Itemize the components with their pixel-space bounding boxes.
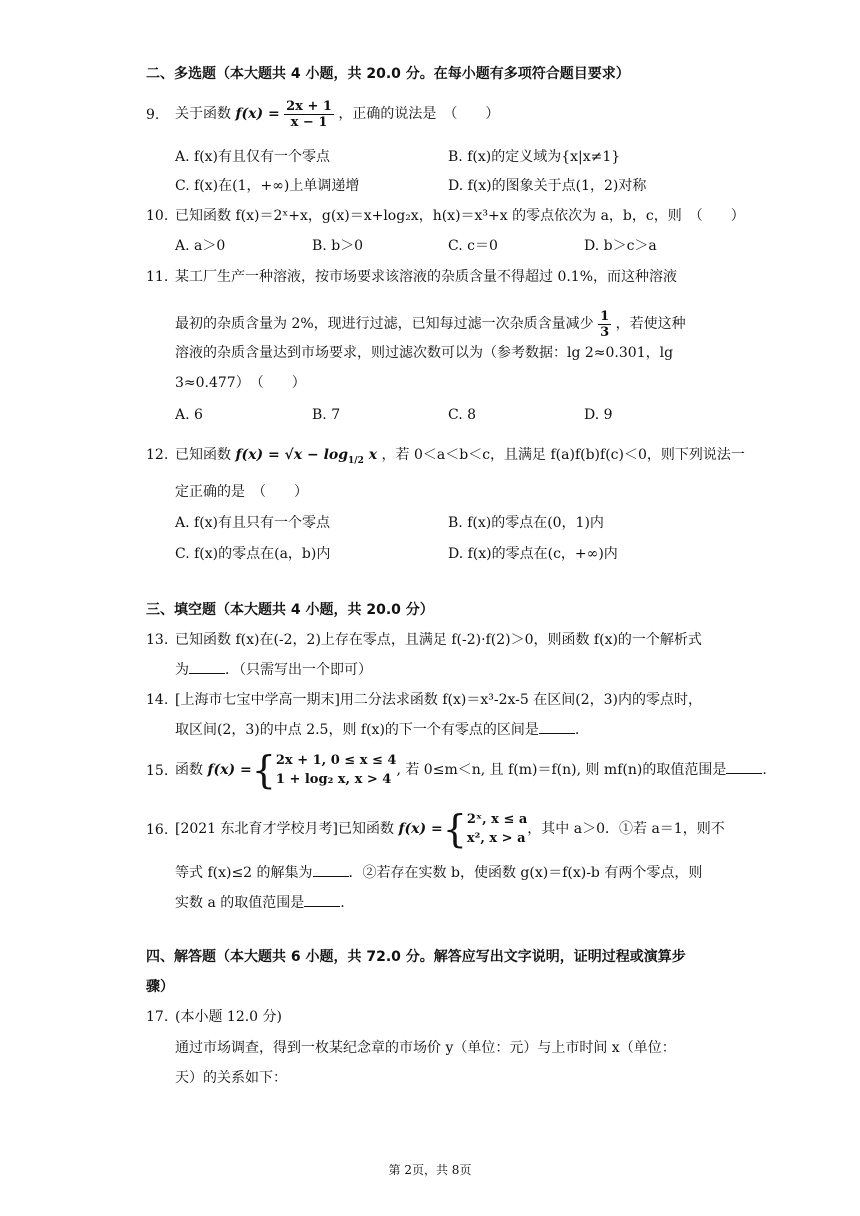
q12-line-2: 定正确的是 （ ） bbox=[175, 484, 308, 500]
q13-number: 13. bbox=[146, 632, 169, 648]
q11-line-2 bbox=[175, 304, 686, 344]
q17-line-1: 通过市场调查，得到一枚某纪念章的市场价 y（单位：元）与上市时间 x（单位： bbox=[175, 1040, 676, 1056]
q15-stem-suffix: , 若 0≤m＜n, 且 f(m)＝f(n), 则 mf(n)的取值范围是 bbox=[396, 762, 727, 778]
page-footer: 第 2页，共 8页 bbox=[388, 1163, 472, 1177]
q12-option-d[interactable]: D. f(x)的零点在(c，+∞)内 bbox=[448, 546, 618, 562]
q15-piecewise bbox=[276, 751, 397, 789]
q17-line-2: 天）的关系如下： bbox=[175, 1070, 287, 1086]
q11-denominator: 3 bbox=[600, 324, 610, 340]
q12-option-c[interactable]: C. f(x)的零点在(a，b)内 bbox=[175, 546, 331, 562]
q16-answer-blank-1[interactable] bbox=[313, 862, 349, 877]
q11-line-3: 溶液的杂质含量达到市场要求，则过滤次数可以为（参考数据：lg 2≈0.301，lg bbox=[175, 345, 674, 361]
q11-fraction bbox=[598, 309, 611, 340]
q9-option-c[interactable]: C. f(x)在(1，+∞)上单调递增 bbox=[175, 178, 360, 194]
q16-brace: { bbox=[442, 807, 467, 851]
q10-option-c[interactable]: C. c＝0 bbox=[448, 238, 498, 254]
q16-case-2: x², x > a bbox=[466, 831, 526, 846]
q16-line-3 bbox=[175, 892, 345, 913]
q13-line-1: 已知函数 f(x)在(-2，2)上存在零点，且满足 f(-2)·f(2)＞0，则函数 f(x)的一个解析式 bbox=[175, 632, 702, 648]
section-2-heading: 二、多选题（本大题共 4 小题，共 20.0 分。在每小题有多项符合题目要求） bbox=[146, 66, 630, 82]
q13-line-2-suffix: ．（只需写出一个即可） bbox=[225, 662, 372, 678]
q15-brace: { bbox=[251, 748, 276, 792]
q16-answer-blank-2[interactable] bbox=[304, 892, 340, 907]
q15-function-name: f(x) = bbox=[207, 762, 252, 778]
q15-answer-blank[interactable] bbox=[726, 759, 762, 774]
q15-end: . bbox=[762, 762, 767, 778]
q17-score: (本小题 12.0 分) bbox=[175, 1009, 282, 1025]
q13-line-2-prefix: 为 bbox=[175, 662, 189, 678]
q11-option-d[interactable]: D. 9 bbox=[584, 407, 613, 423]
q12-option-a[interactable]: A. f(x)有且只有一个零点 bbox=[175, 515, 331, 531]
section-4-heading-line-1: 四、解答题（本大题共 6 小题，共 72.0 分。解答应写出文字说明，证明过程或演算步 bbox=[146, 949, 686, 965]
q16-number: 16. bbox=[146, 822, 169, 838]
q9-number: 9. bbox=[146, 107, 160, 123]
q14-answer-blank[interactable] bbox=[539, 719, 575, 734]
q15-case-1: 2x + 1, 0 ≤ x ≤ 4 bbox=[275, 753, 397, 768]
q12-stem-prefix: 已知函数 bbox=[175, 447, 231, 463]
q14-line-2-prefix: 取区间(2，3)的中点 2.5，则 f(x)的下一个有零点的区间是 bbox=[175, 722, 539, 738]
q9-denominator: x − 1 bbox=[290, 114, 328, 130]
q9-function-name: f(x) = bbox=[235, 106, 280, 122]
q16-case-1: 2ˣ, x ≤ a bbox=[466, 812, 528, 827]
q12-option-b[interactable]: B. f(x)的零点在(0，1)内 bbox=[448, 515, 604, 531]
q12-log-arg: x bbox=[363, 447, 378, 463]
q14-line-2-suffix: . bbox=[574, 722, 580, 738]
q11-line-2-suffix: ，若使这种 bbox=[615, 316, 686, 332]
q11-line-1: 某工厂生产一种溶液，按市场要求该溶液的杂质含量不得超过 0.1%，而这种溶液 bbox=[175, 269, 678, 285]
q11-numerator: 1 bbox=[600, 308, 610, 324]
q10-option-d[interactable]: D. b＞c＞a bbox=[584, 238, 657, 254]
q16-stem bbox=[175, 805, 725, 853]
q11-option-a[interactable]: A. 6 bbox=[175, 407, 203, 423]
q16-stem-suffix: ，其中 a＞0．①若 a＝1，则不 bbox=[527, 821, 725, 837]
q13-line-2 bbox=[175, 659, 372, 680]
q17-number: 17. bbox=[146, 1009, 169, 1025]
q11-line-4: 3≈0.477） （ ） bbox=[175, 375, 306, 391]
q12-function-expr: f(x) = √x − log bbox=[235, 447, 349, 463]
q16-line-2-suffix: ．②若存在实数 b，使函数 g(x)＝f(x)-b 有两个零点，则 bbox=[348, 865, 703, 881]
q9-option-d[interactable]: D. f(x)的图象关于点(1，2)对称 bbox=[448, 178, 647, 194]
q12-number: 12. bbox=[146, 447, 169, 463]
q14-number: 14. bbox=[146, 692, 169, 708]
q11-option-b[interactable]: B. 7 bbox=[312, 407, 341, 423]
q10-number: 10. bbox=[146, 208, 169, 224]
q10-option-b[interactable]: B. b＞0 bbox=[312, 238, 364, 254]
q9-fraction bbox=[284, 99, 334, 130]
q15-number: 15. bbox=[146, 763, 169, 779]
q14-line-2 bbox=[175, 719, 579, 740]
q16-line-3-suffix: . bbox=[340, 895, 345, 911]
q9-numerator: 2x + 1 bbox=[286, 98, 332, 114]
q12-stem-suffix: ，若 0＜a＜b＜c，且满足 f(a)f(b)f(c)＜0，则下列说法一 bbox=[381, 447, 745, 463]
q9-stem-suffix: ，正确的说法是 （ ） bbox=[338, 106, 500, 122]
q11-number: 11. bbox=[146, 269, 169, 285]
q10-stem: 已知函数 f(x)＝2ˣ+x，g(x)＝x+log₂x，h(x)＝x³+x 的零点依次为 a，b，c，则 （ ） bbox=[175, 208, 745, 224]
q9-option-a[interactable]: A. f(x)有且仅有一个零点 bbox=[175, 149, 331, 165]
q16-line-2 bbox=[175, 862, 702, 883]
q16-stem-prefix: [2021 东北育才学校月考]已知函数 bbox=[175, 821, 395, 837]
q12-log-base: 1/2 bbox=[348, 455, 364, 466]
q16-piecewise bbox=[467, 810, 527, 848]
q15-stem-prefix: 函数 bbox=[175, 762, 203, 778]
section-3-heading: 三、填空题（本大题共 4 小题，共 20.0 分） bbox=[146, 602, 434, 618]
q9-option-b[interactable]: B. f(x)的定义域为{x|x≠1} bbox=[448, 149, 621, 165]
q16-line-2-prefix: 等式 f(x)≤2 的解集为 bbox=[175, 865, 313, 881]
q16-function-name: f(x) = bbox=[398, 821, 443, 837]
q16-line-3-prefix: 实数 a 的取值范围是 bbox=[175, 895, 305, 911]
q15-stem bbox=[175, 746, 767, 794]
q11-option-c[interactable]: C. 8 bbox=[448, 407, 477, 423]
q11-line-2-prefix: 最初的杂质含量为 2%，现进行过滤，已知每过滤一次杂质含量减少 bbox=[175, 316, 594, 332]
q14-line-1: [上海市七宝中学高一期末]用二分法求函数 f(x)＝x³-2x-5 在区间(2，3)内的零点时， bbox=[175, 692, 702, 708]
q9-stem-prefix: 关于函数 bbox=[175, 106, 231, 122]
q9-stem bbox=[175, 94, 499, 134]
q10-option-a[interactable]: A. a＞0 bbox=[175, 238, 226, 254]
section-4-heading-line-2: 骤） bbox=[146, 979, 174, 995]
q13-answer-blank[interactable] bbox=[189, 659, 225, 674]
q15-case-2: 1 + log₂ x, x > 4 bbox=[275, 772, 392, 787]
q12-stem bbox=[175, 436, 745, 474]
